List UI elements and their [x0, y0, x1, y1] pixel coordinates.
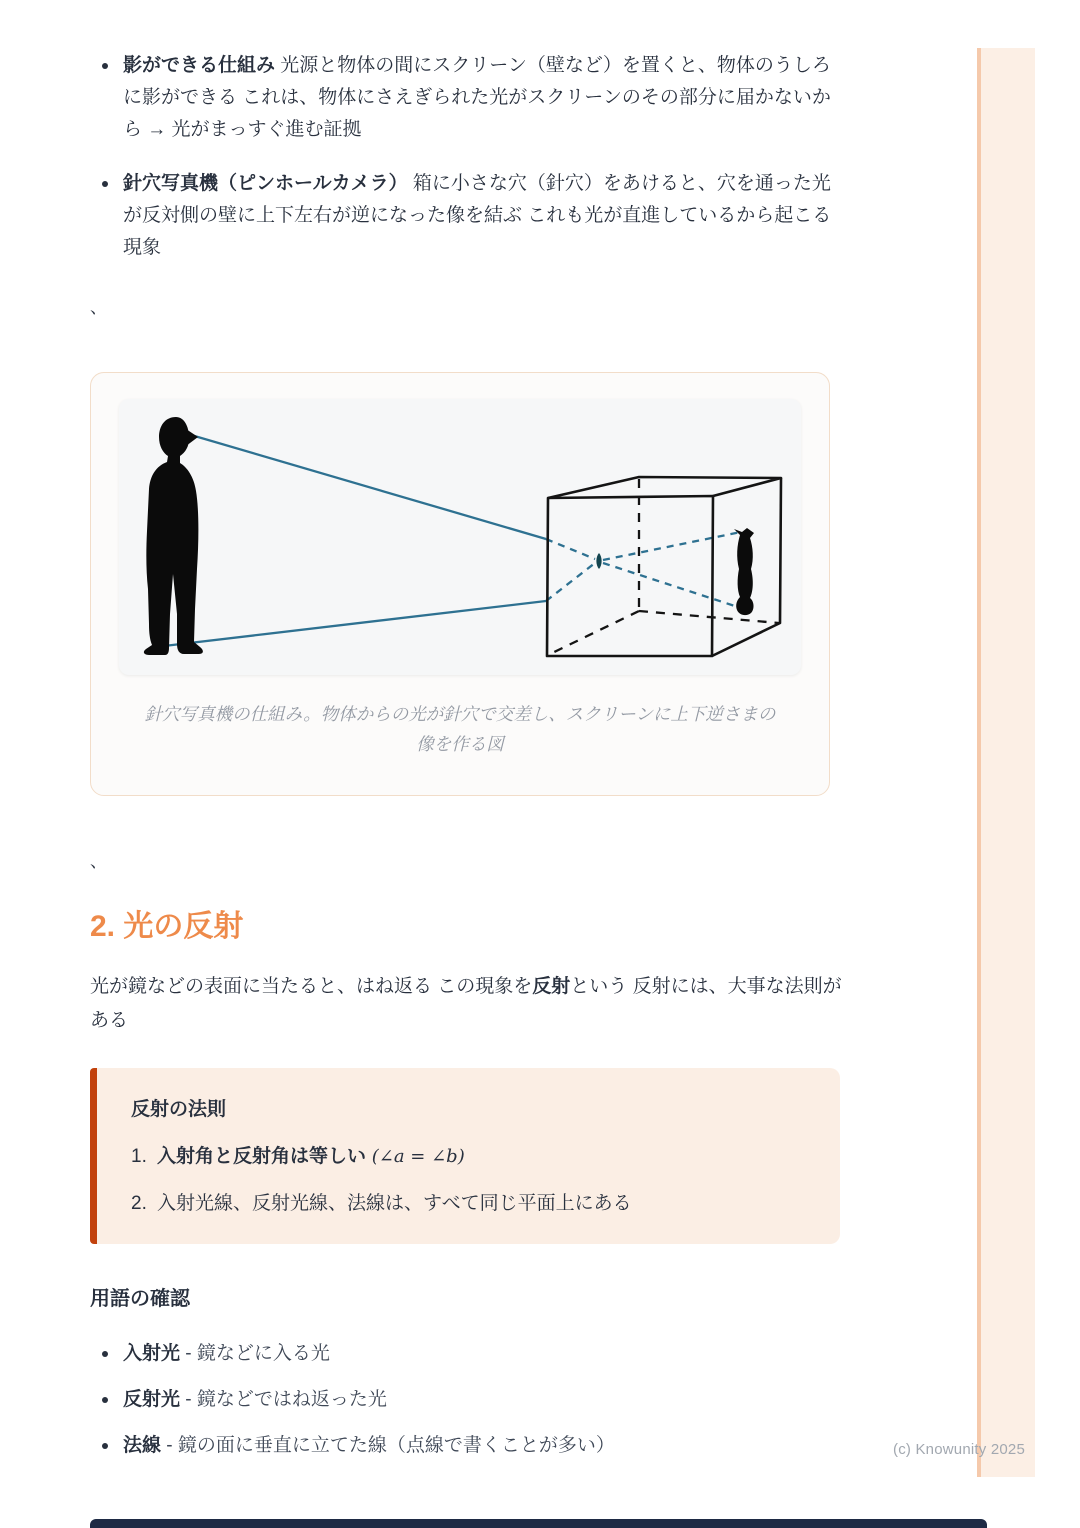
next-card-edge	[90, 1519, 987, 1528]
terms-bullet-list	[90, 1338, 842, 1462]
page-edge-stripe	[977, 48, 1035, 1477]
bullet-icon	[102, 1397, 108, 1403]
inverted-image-silhouette	[734, 528, 754, 615]
intro-bullet-list	[90, 50, 842, 264]
box-top-face	[548, 477, 781, 498]
light-ray-dashed	[603, 563, 741, 608]
list-item	[90, 1384, 842, 1416]
section-paragraph	[90, 970, 842, 1038]
stray-comma-mark: 、	[90, 852, 107, 871]
stray-comma-mark: 、	[90, 298, 107, 317]
callout-list-item	[131, 1141, 810, 1173]
callout-item-text	[157, 1141, 465, 1173]
paragraph-bold-term: 反射	[532, 976, 571, 997]
bullet-icon	[102, 1443, 108, 1449]
callout-title: 反射の法則	[131, 1099, 227, 1120]
list-item	[90, 168, 842, 264]
light-ray-dashed	[603, 532, 741, 560]
bullet-icon	[102, 1351, 108, 1357]
term-label: 入射光	[123, 1343, 181, 1364]
term-description: 鏡の面に垂直に立てた線（点線で書くことが多い）	[177, 1435, 615, 1456]
terms-heading: 用語の確認	[90, 1288, 190, 1310]
light-ray-dashed	[546, 563, 595, 601]
bullet-term: 影ができる仕組み	[123, 55, 276, 76]
term-separator: -	[161, 1435, 178, 1456]
box-hidden-edge	[639, 611, 779, 623]
callout-item-bold: 入射角と反射角は等しい	[157, 1146, 367, 1167]
light-ray-from-head	[174, 430, 546, 539]
figure-card	[90, 372, 830, 796]
list-item	[90, 1430, 842, 1462]
pinhole-camera-diagram	[119, 399, 801, 675]
term-separator: -	[180, 1343, 197, 1364]
paragraph-text: 光が鏡などの表面に当たると、はね返る この現象を	[90, 976, 533, 997]
list-number: 2.	[131, 1193, 147, 1214]
bullet-text: 光源と物体の間にスクリーン（壁など）を置くと、物体のうしろに影ができる これは、物体にさえぎられた光がスクリーンのその部分に届かないから → 光がまっすぐ進む証拠	[123, 55, 831, 140]
figure-caption: 針穴写真機の仕組み。物体からの光が針穴で交差し、スクリーンに上下逆さまの像を作る図	[144, 704, 776, 754]
box-front-face	[547, 496, 713, 656]
pinhole-lens	[596, 553, 601, 569]
box-hidden-edge	[548, 611, 639, 655]
light-ray-dashed	[546, 539, 595, 559]
callout-list-item	[131, 1188, 810, 1220]
term-separator: -	[180, 1389, 197, 1410]
term-description: 鏡などではね返った光	[196, 1389, 387, 1410]
list-item	[90, 1338, 842, 1370]
bullet-icon	[102, 181, 108, 187]
callout-item-text: 入射光線、反射光線、法線は、すべて同じ平面上にある	[157, 1193, 632, 1214]
section-heading: 2. 光の反射	[90, 910, 244, 943]
pinhole-camera-figure	[119, 399, 801, 675]
bullet-term: 針穴写真機（ピンホールカメラ）	[123, 173, 408, 194]
bullet-icon	[102, 63, 108, 69]
list-number: 1.	[131, 1146, 147, 1167]
term-description: 鏡などに入る光	[196, 1343, 330, 1364]
law-callout-box	[90, 1068, 840, 1244]
face-profile	[186, 429, 198, 446]
list-item	[90, 50, 842, 146]
term-label: 法線	[123, 1435, 162, 1456]
angle-equation: (∠a = ∠b)	[366, 1146, 465, 1167]
page-content	[90, 0, 842, 1462]
bullet-text: 箱に小さな穴（針穴）をあけると、穴を通った光が反対側の壁に上下左右が逆になった像を結ぶ これも光が直進しているから起こる現象	[123, 173, 832, 258]
term-label: 反射光	[123, 1389, 181, 1410]
paragraph-text: という 反射には、大事な法則がある	[90, 976, 842, 1031]
light-ray-from-feet	[164, 601, 546, 646]
person-silhouette	[144, 417, 203, 655]
copyright-notice: (c) Knowunity 2025	[893, 1441, 1026, 1458]
